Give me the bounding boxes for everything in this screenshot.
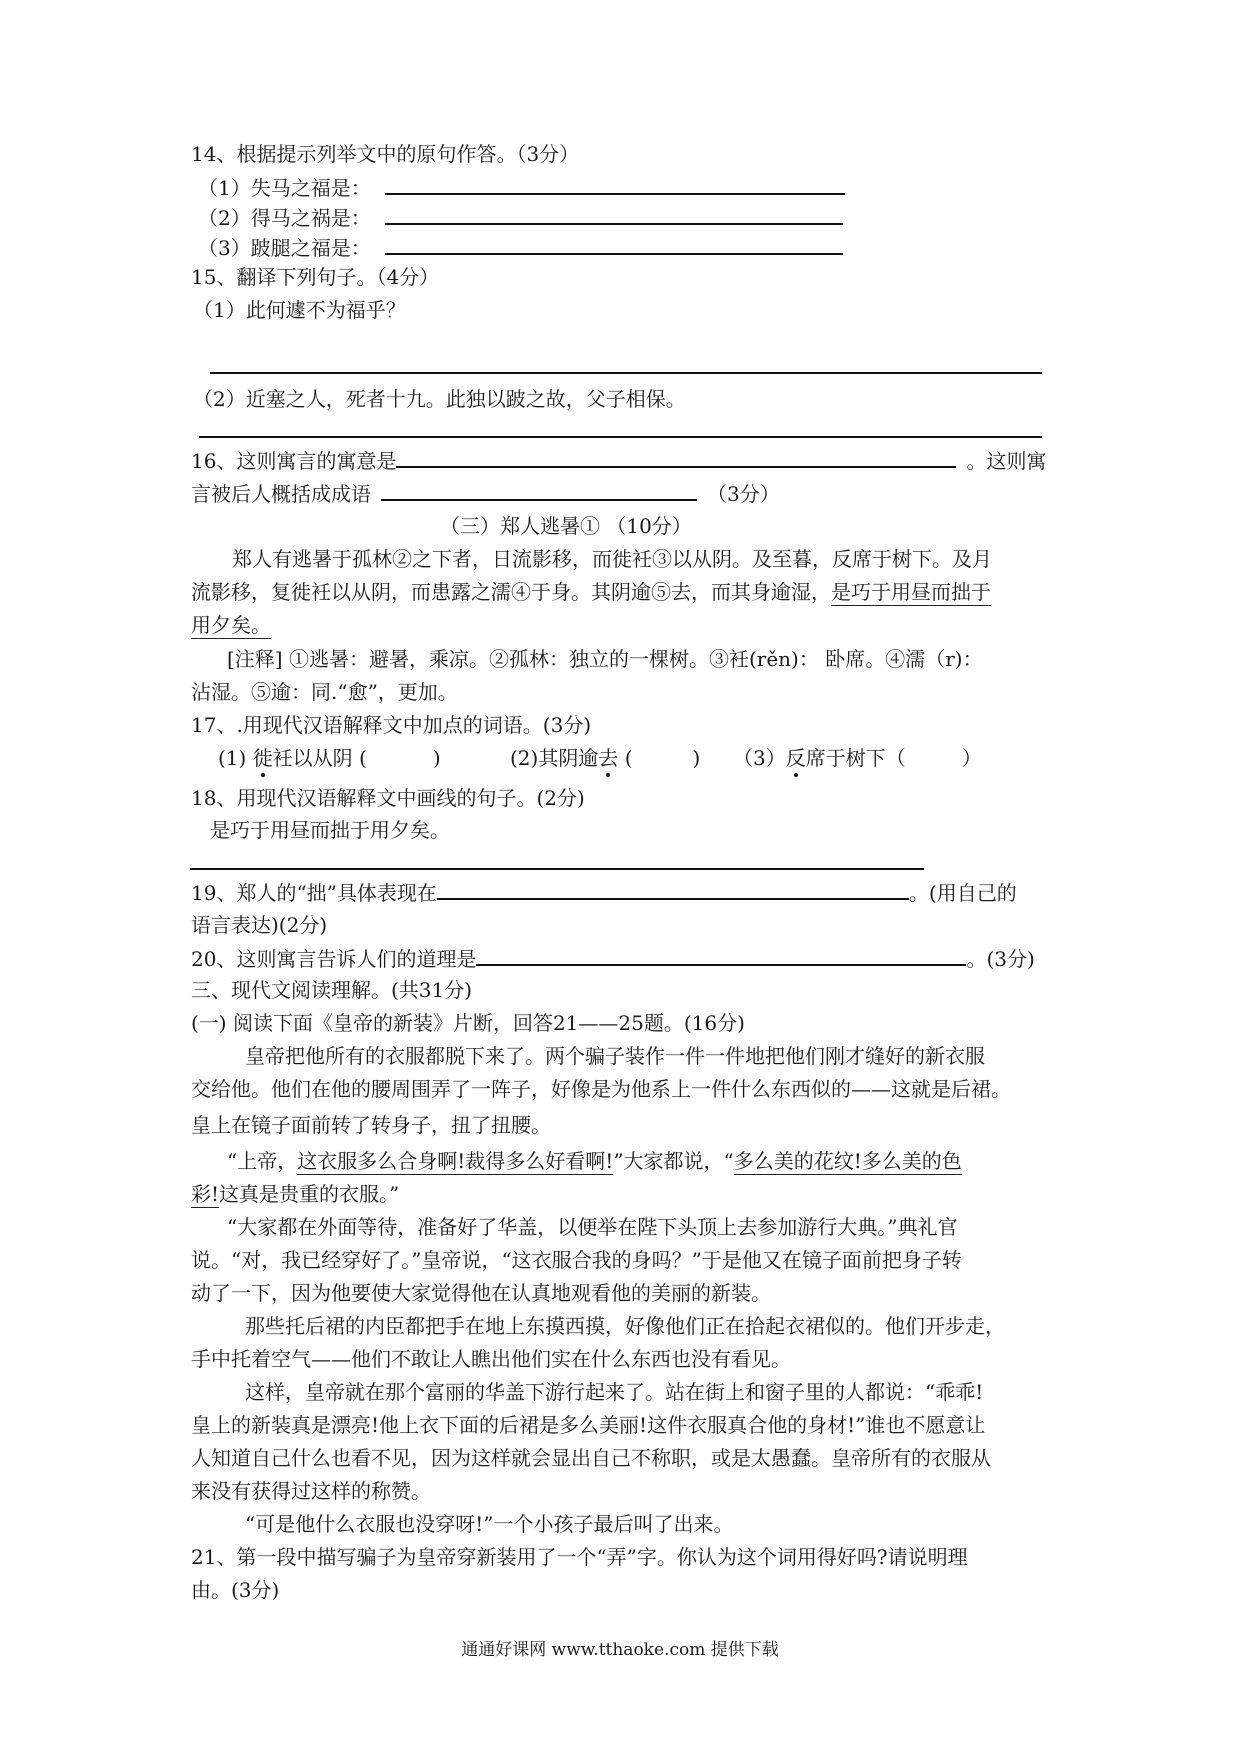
story-line: “上帝，这衣服多么合身啊!裁得多么好看啊!”大家都说，“多么美的花纹!多么美的色: [227, 1149, 962, 1173]
q17-title: 17、.用现代汉语解释文中加点的词语。(3分): [191, 713, 592, 737]
story-line: 皇上在镜子面前转了转身子，扭了扭腰。: [191, 1113, 551, 1137]
answer-blank[interactable]: [385, 203, 843, 225]
q14-item-2: （2）得马之祸是：: [198, 203, 843, 232]
q18-sentence: 是巧于用昼而拙于用夕矣。: [210, 818, 450, 842]
story-line: 手中托着空气——他们不敢让人瞧出他们实在什么东西也没有看见。: [191, 1347, 791, 1371]
story-line: 说。“对，我已经穿好了。”皇帝说，“这衣服合我的身吗？”于是他又在镜子面前把身子转: [191, 1248, 962, 1272]
q18-title: 18、用现代汉语解释文中画线的句子。(2分): [191, 786, 585, 810]
story-line: 皇上的新装真是漂亮!他上衣下面的后裙是多么美丽!这件衣服真合他的身材!”谁也不愿意让: [191, 1413, 986, 1437]
page-footer: [0, 1635, 1240, 1660]
annotation: [注释] ①逃暑：避暑，乘凉。②孤林：独立的一棵树。③衽(rěn)： 卧席。④濡（r)：: [227, 647, 983, 671]
underlined-phrase: 彩!: [191, 1182, 220, 1206]
annotation: 沾湿。⑤逾：同.“愈”，更加。: [191, 680, 458, 704]
dotted-word: 去: [598, 746, 619, 770]
story-line: 来没有获得过这样的称赞。: [191, 1479, 431, 1503]
answer-line[interactable]: [190, 868, 924, 870]
answer-blank[interactable]: [385, 173, 845, 195]
answer-line[interactable]: [199, 436, 1042, 438]
passage-line: 流影移，复徙衽以从阴，而患露之濡④于身。其阴逾⑤去，而其身逾湿，是巧于用昼而拙于: [191, 580, 991, 604]
q14-title: 14、根据提示列举文中的原句作答。（3分）: [191, 142, 580, 166]
footer-text: 通通好课网 www.tthaoke.com 提供下载: [461, 1640, 779, 1660]
q14-item-1: （1）失马之福是：: [198, 173, 845, 202]
q15-sentence-1: （1）此何遽不为福乎？: [193, 298, 406, 322]
dotted-word: 反: [785, 746, 806, 770]
q15-title: 15、翻译下列句子。（4分）: [191, 265, 440, 289]
story-line: “可是他什么衣服也没穿呀!”一个小孩子最后叫了出来。: [245, 1512, 734, 1536]
section-subtitle: (一) 阅读下面《皇帝的新装》片断，回答21——25题。(16分): [191, 1011, 745, 1035]
answer-blank[interactable]: [385, 233, 843, 255]
story-line: 交给他。他们在他的腰周围弄了一阵子，好像是为他系上一件什么东西似的——这就是后裙。: [191, 1077, 1011, 1101]
passage-line: 郑人有逃暑于孤林②之下者，日流影移，而徙衽③以从阴。及至暮，反席于树下。及月: [232, 547, 992, 571]
q17-item-1: (1) 徙衽以从阴 ( ): [218, 746, 441, 770]
q21-line-2: 由。(3分): [191, 1578, 280, 1602]
story-line: 皇帝把他所有的衣服都脱下来了。两个骗子装作一件一件地把他们刚才缝好的新衣服: [245, 1044, 985, 1068]
story-line: “大家都在外面等待，准备好了华盖，以便举在陛下头顶上去参加游行大典。”典礼官: [227, 1215, 958, 1239]
q15-sentence-2: （2）近塞之人，死者十九。此独以跛之故，父子相保。: [193, 387, 686, 411]
answer-blank[interactable]: [396, 446, 956, 468]
underlined-phrase: 多么美的花纹!多么美的色: [733, 1149, 962, 1173]
q20-line: 20、这则寓言告诉人们的道理是 。(3分): [191, 944, 1035, 973]
answer-blank[interactable]: [381, 479, 697, 501]
story-line: 动了一下，因为他要使大家觉得他在认真地观看他的美丽的新装。: [191, 1281, 771, 1305]
answer-blank[interactable]: [476, 944, 966, 966]
q19-line-1: 19、郑人的“拙”具体表现在 。(用自己的: [191, 878, 1017, 907]
q21-line-1: 21、第一段中描写骗子为皇帝穿新装用了一个“弄”字。你认为这个词用得好吗?请说明理: [191, 1545, 968, 1569]
underlined-sentence: 用夕矣。: [191, 613, 271, 637]
underlined-phrase: 这衣服多么合身啊!裁得多么好看啊!: [297, 1149, 614, 1173]
q14-item-3: （3）跛腿之福是：: [198, 233, 843, 262]
passage-line: [191, 611, 271, 639]
story-line: 这样，皇帝就在那个富丽的华盖下游行起来了。站在街上和窗子里的人都说：“乖乖!: [245, 1380, 984, 1404]
answer-blank[interactable]: [437, 878, 909, 900]
q16-line-1: 16、这则寓言的寓意是 。这则寓: [191, 446, 1046, 475]
dotted-word: 徙: [252, 746, 273, 770]
story-line: 彩!这真是贵重的衣服。”: [191, 1182, 400, 1206]
section-title: 三、现代文阅读理解。(共31分): [191, 978, 473, 1002]
story-line: 人知道自己什么也看不见，因为这样就会显出自己不称职，或是太愚蠢。皇帝所有的衣服从: [191, 1446, 991, 1470]
q17-item-2: (2)其阴逾去 ( ): [510, 746, 701, 770]
q17-item-3: （3）反席于树下（ ）: [733, 746, 982, 770]
underlined-sentence: 是巧于用昼而拙于: [831, 580, 991, 604]
passage-heading: （三）郑人逃暑① （10分）: [440, 514, 692, 538]
answer-line[interactable]: [210, 372, 1042, 374]
q19-line-2: 语言表达)(2分): [191, 913, 328, 937]
story-line: 那些托后裙的内臣都把手在地上东摸西摸，好像他们正在拾起衣裙似的。他们开步走，: [245, 1314, 1005, 1338]
q16-line-2: 言被后人概括成成语 （3分）: [191, 479, 780, 508]
